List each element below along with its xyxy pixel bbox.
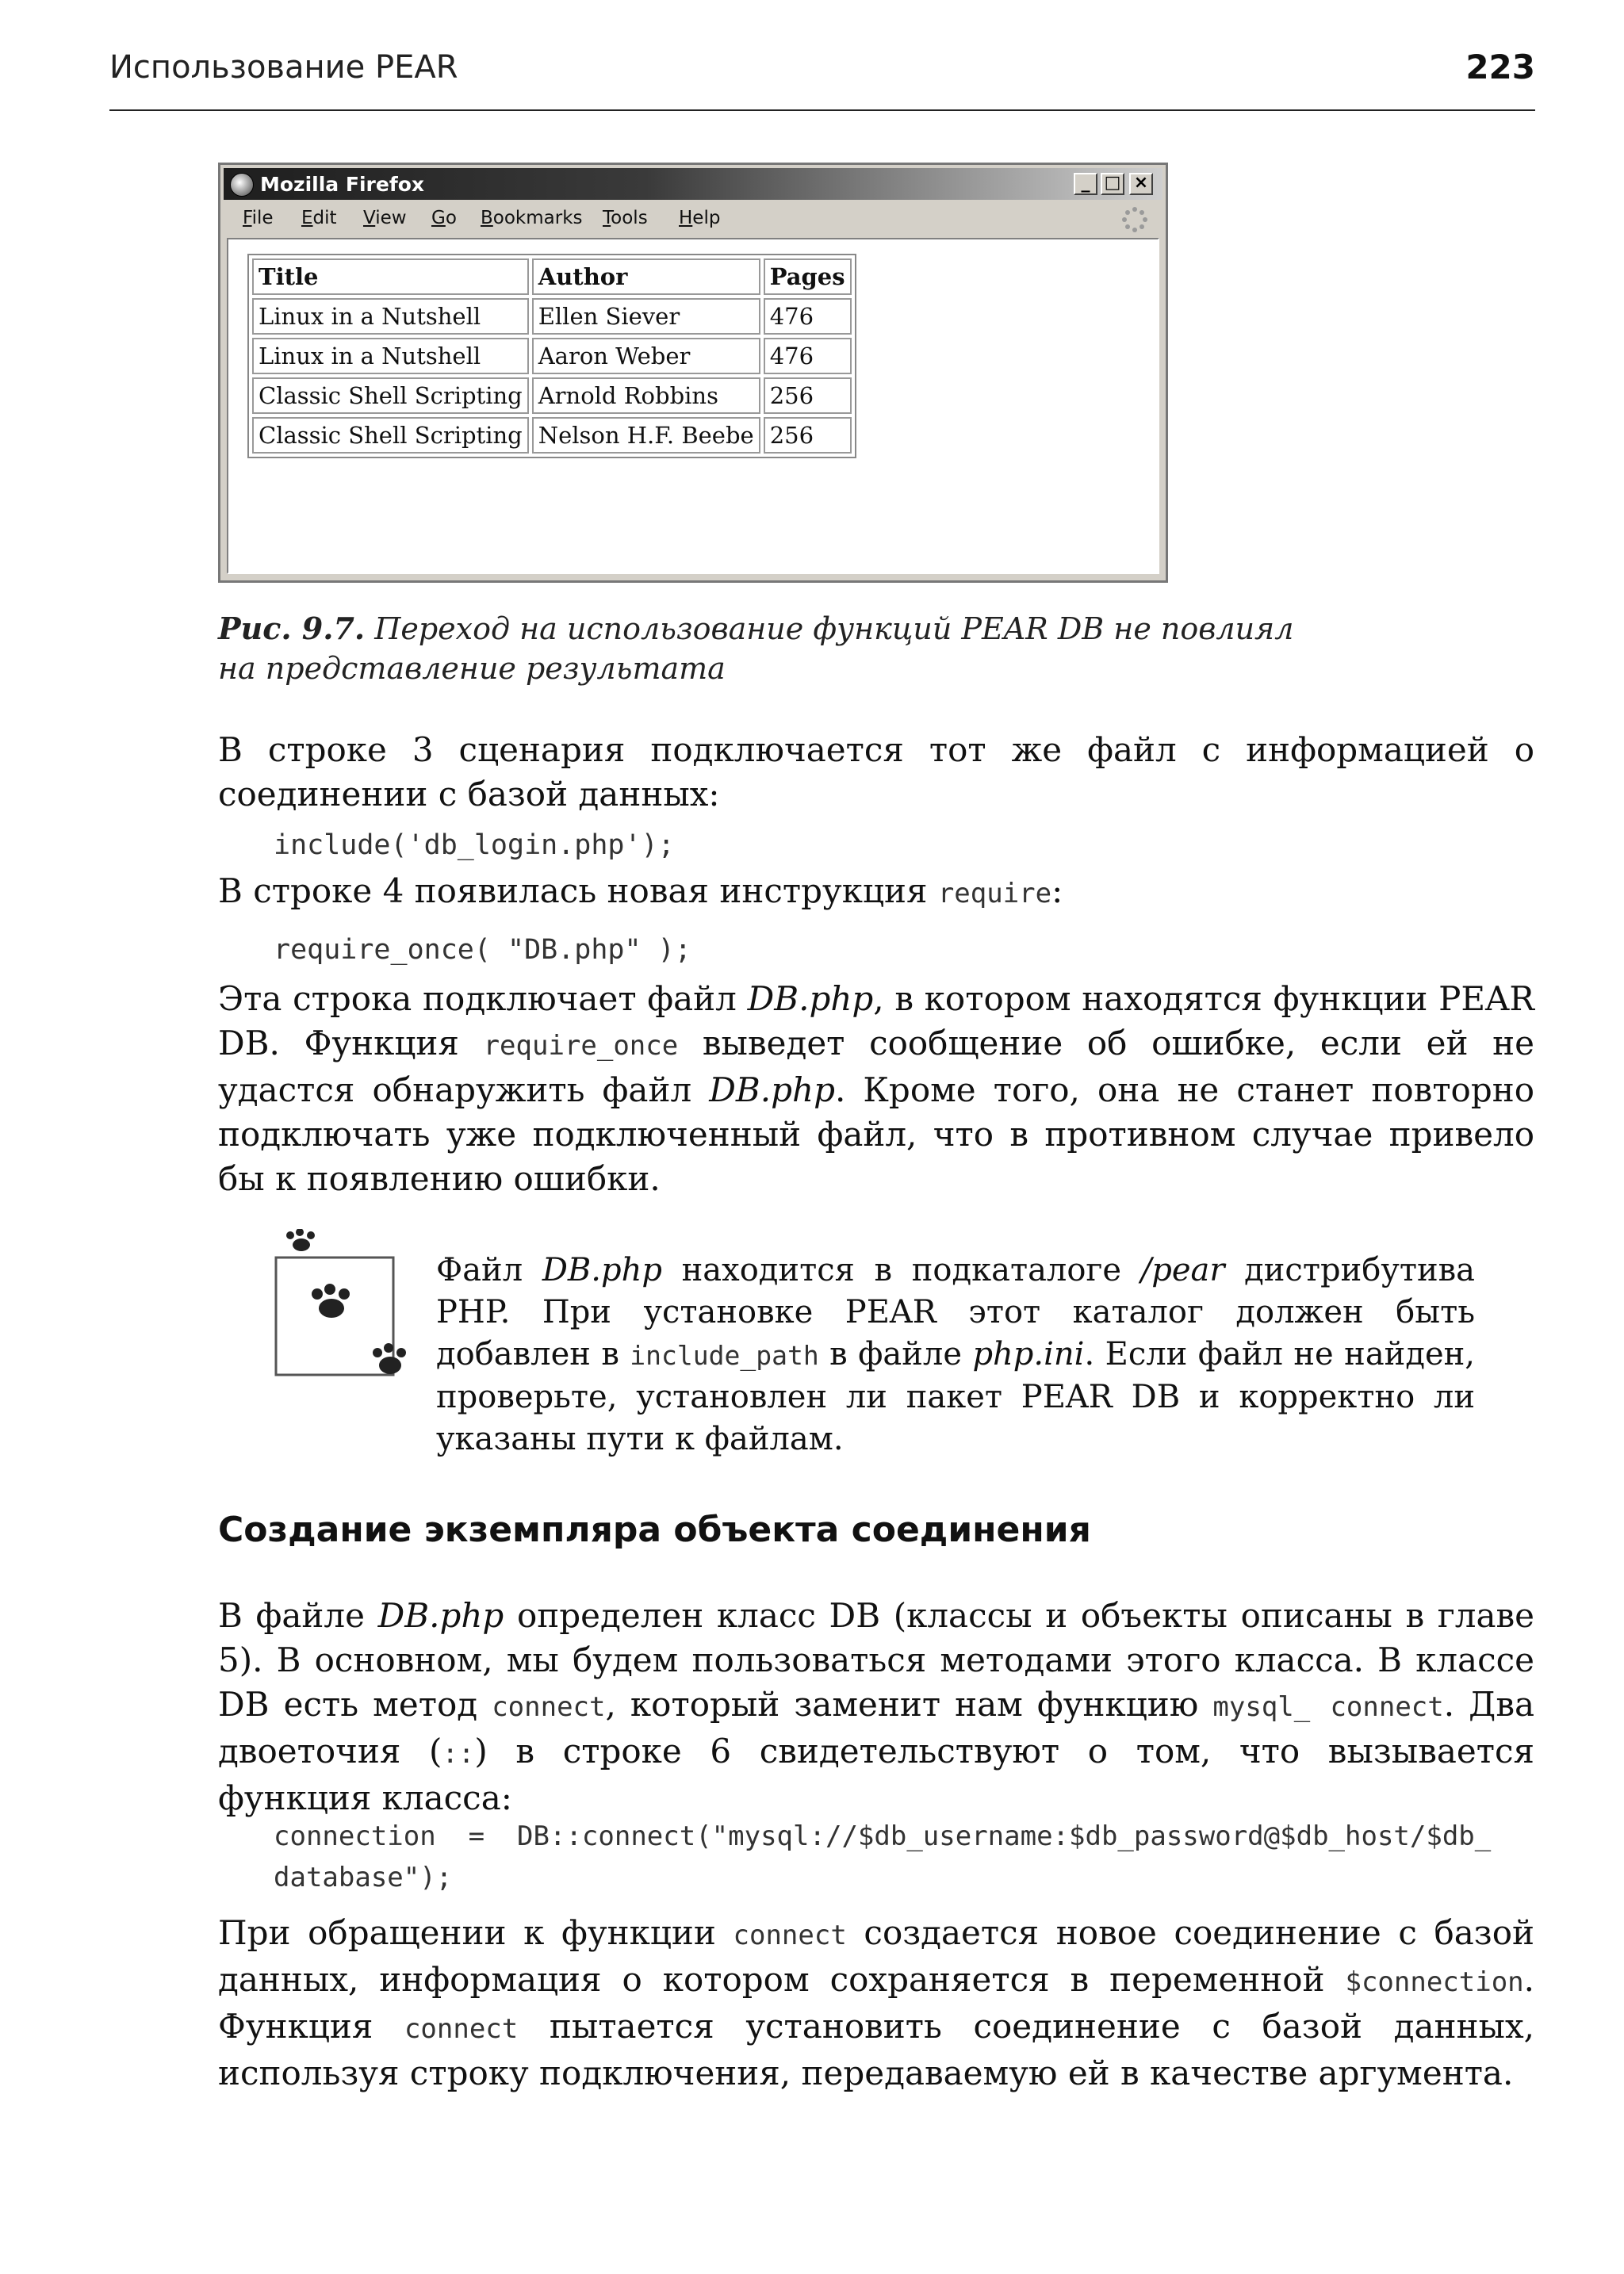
- inline-code: connect: [404, 2013, 519, 2045]
- menu-go[interactable]: Go: [431, 208, 457, 228]
- column-header-author: Author: [532, 258, 760, 295]
- close-button[interactable]: ×: [1129, 173, 1153, 195]
- text: пытается установить соединение с базой данных, используя строку подключения, передаваемую ей в качестве аргумента.: [218, 2007, 1534, 2092]
- menu-file[interactable]: File: [243, 208, 274, 228]
- text: определен класс DB (классы и объекты описаны в главе 5). В основном, мы будем пользоваться методами этого класса. В классе DB есть метод: [218, 1596, 1534, 1724]
- text: :: [1051, 871, 1063, 910]
- menu-tools[interactable]: Tools: [603, 208, 648, 228]
- table-row: [252, 417, 852, 454]
- section-heading: Создание экземпляра объекта соединения: [218, 1510, 1091, 1550]
- file-name: DB.php: [542, 1252, 662, 1288]
- code-connect: [274, 1816, 1534, 1898]
- code-line: connection = DB::connect("mysql://$db_username:$db_password@$db_host/$db_: [274, 1820, 1492, 1852]
- inline-code: connect: [733, 1920, 847, 1951]
- code-line: database");: [274, 1862, 453, 1893]
- table-row: [252, 338, 852, 374]
- code-require-once: require_once( "DB.php" );: [274, 934, 691, 966]
- menu-view[interactable]: View: [363, 208, 407, 228]
- minimize-button[interactable]: _: [1074, 173, 1097, 195]
- text: Эта строка подключает файл: [218, 979, 748, 1018]
- file-name: php.ini: [972, 1336, 1085, 1372]
- text: . Два двоеточия (: [218, 1685, 1534, 1771]
- cell-title: Classic Shell Scripting: [252, 417, 529, 454]
- text: В файле: [218, 1596, 378, 1635]
- inline-code: require_once: [483, 1030, 679, 1062]
- running-title: Использование PEAR: [109, 49, 458, 86]
- cell-pages: 476: [764, 298, 852, 335]
- text: выведет сообщение об ошибке, если ей не удастся обнаружить файл: [218, 1024, 1534, 1109]
- inline-code: include_path: [630, 1340, 819, 1371]
- dir-name: /pear: [1140, 1252, 1225, 1288]
- figure-caption: [218, 609, 1328, 688]
- paw-prints-note-icon: [270, 1229, 428, 1388]
- figure-label: Рис. 9.7.: [218, 611, 366, 646]
- inline-code: require: [937, 878, 1052, 909]
- paragraph-require-once: [218, 977, 1534, 1201]
- menu-bookmarks[interactable]: Bookmarks: [481, 208, 583, 228]
- cell-author: Ellen Siever: [532, 298, 760, 335]
- text: дистрибутива PHP. При установке PEAR этот каталог должен быть добавлен в: [436, 1252, 1476, 1372]
- cell-pages: 256: [764, 377, 852, 414]
- table-row: [252, 377, 852, 414]
- text: При обращении к функции: [218, 1913, 733, 1952]
- column-header-pages: Pages: [764, 258, 852, 295]
- code-include: include('db_login.php');: [274, 829, 675, 861]
- cell-author: Arnold Robbins: [532, 377, 760, 414]
- cell-author: Nelson H.F. Beebe: [532, 417, 760, 454]
- running-header: [109, 46, 1535, 111]
- inline-code: ::: [442, 1738, 475, 1770]
- paragraph-connect: [218, 1911, 1534, 2096]
- menu-edit[interactable]: Edit: [301, 208, 337, 228]
- text: Файл: [436, 1252, 542, 1288]
- paragraph-line4: [218, 869, 1534, 916]
- window-titlebar: [224, 168, 1162, 200]
- file-name: DB.php: [377, 1596, 504, 1635]
- cell-title: Linux in a Nutshell: [252, 298, 529, 335]
- cell-title: Classic Shell Scripting: [252, 377, 529, 414]
- file-name: DB.php: [747, 979, 874, 1018]
- text: . Кроме того, она не станет повторно подключать уже подключенный файл, что в противном случае привело бы к появлению ошибки.: [218, 1070, 1535, 1198]
- firefox-logo-icon: [230, 173, 254, 197]
- browser-viewport: [227, 238, 1159, 574]
- inline-code: $connection: [1345, 1966, 1524, 1998]
- inline-code: connect: [492, 1691, 606, 1723]
- text: находится в подкаталоге: [661, 1252, 1141, 1288]
- file-name: DB.php: [709, 1070, 835, 1109]
- text: создается новое соединение с базой данных, информация о котором сохраняется в переменной: [218, 1913, 1534, 1999]
- books-table: [247, 254, 856, 458]
- cell-title: Linux in a Nutshell: [252, 338, 529, 374]
- paragraph-db-class: [218, 1594, 1534, 1820]
- menu-bar: [224, 201, 1162, 236]
- window-title: Mozilla Firefox: [260, 173, 424, 196]
- note-text: [436, 1250, 1475, 1460]
- throbber-icon: [1121, 206, 1148, 233]
- text: , в котором находятся функции PEAR DB. Функция: [218, 979, 1534, 1062]
- caption-line-1: Переход на использование функций PEAR DB не повлиял: [374, 611, 1294, 646]
- column-header-title: Title: [252, 258, 529, 295]
- text: , который заменит нам функцию: [605, 1685, 1213, 1724]
- text: в файле: [818, 1336, 973, 1372]
- inline-code: mysql_ connect: [1212, 1691, 1444, 1723]
- cell-pages: 476: [764, 338, 852, 374]
- browser-window-screenshot: [218, 163, 1168, 583]
- page-number: 223: [1465, 48, 1535, 86]
- text: . Функция: [218, 1960, 1534, 2046]
- menu-help[interactable]: Help: [679, 208, 721, 228]
- paragraph-line3: В строке 3 сценария подключается тот же файл с информацией о соединении с базой данных:: [218, 730, 1534, 814]
- text: . Если файл не найден, проверьте, установлен ли пакет PEAR DB и корректно ли указаны пути к файлам.: [436, 1336, 1476, 1457]
- caption-line-2: на представление результата: [218, 651, 726, 686]
- cell-pages: 256: [764, 417, 852, 454]
- cell-author: Aaron Weber: [532, 338, 760, 374]
- maximize-button[interactable]: □: [1101, 173, 1124, 195]
- table-row: [252, 298, 852, 335]
- table-header-row: [252, 258, 852, 295]
- text: ) в строке 6 свидетельствуют о том, что вызывается функция класса:: [218, 1732, 1534, 1817]
- text: В строке 4 появилась новая инструкция: [218, 871, 938, 910]
